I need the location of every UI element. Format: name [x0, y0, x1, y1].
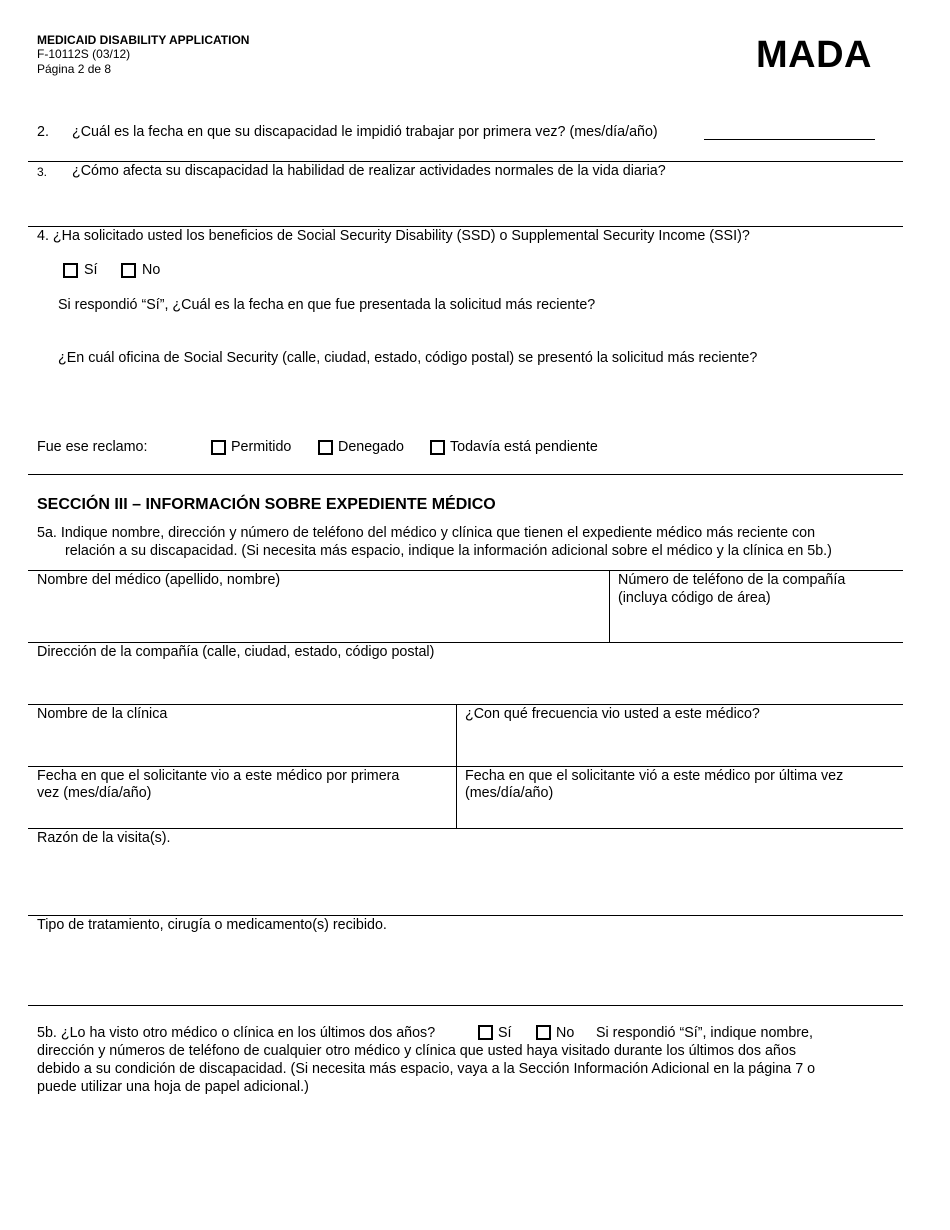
visit-frequency-label: ¿Con qué frecuencia vio usted a este médico? [465, 706, 760, 722]
q4-office-question: ¿En cuál oficina de Social Security (calle, ciudad, estado, código postal) se presentó la solicitud más reciente? [58, 350, 758, 366]
last-visit-label-line2: (mes/día/año) [465, 785, 554, 801]
q4-no-checkbox[interactable] [121, 263, 136, 278]
claim-permitted-label: Permitido [231, 439, 292, 455]
q5b-no-label: No [556, 1025, 575, 1041]
company-phone-label-line2: (incluya código de área) [618, 590, 771, 606]
q5a-instruction-line2: relación a su discapacidad. (Si necesita más espacio, indique la información adicional sobre el médico y la clínica en 5b.) [65, 543, 832, 559]
form-number: F-10112S (03/12) [37, 47, 131, 61]
visit-reason-label: Razón de la visita(s). [37, 830, 171, 846]
q5a-instruction-line1: 5a. Indique nombre, dirección y número de teléfono del médico y clínica que tienen el expediente médico más reciente con [37, 525, 816, 541]
q3-text: ¿Cómo afecta su discapacidad la habilidad de realizar actividades normales de la vida diaria? [72, 163, 666, 179]
q5b-instruction-line2: dirección y números de teléfono de cualquier otro médico y clínica que usted haya visitado durante los últimos dos años [37, 1043, 796, 1059]
q4-date-question: Si respondió “Sí”, ¿Cuál es la fecha en que fue presentada la solicitud más reciente? [58, 297, 596, 313]
q4-text: 4. ¿Ha solicitado usted los beneficios de Social Security Disability (SSD) o Supplemental Security Income (SSI)? [37, 228, 750, 244]
q4-no-label: No [142, 262, 161, 278]
q4-office-answer-field[interactable] [58, 370, 898, 432]
q5b-question: 5b. ¿Lo ha visto otro médico o clínica en los últimos dos años? [37, 1025, 436, 1041]
page-number: Página 2 de 8 [37, 62, 112, 76]
last-visit-label-line1: Fecha en que el solicitante vió a este médico por última vez [465, 768, 844, 784]
treatment-label: Tipo de tratamiento, cirugía o medicamento(s) recibido. [37, 917, 387, 933]
q2-number: 2. [37, 124, 49, 140]
q3-answer-field[interactable] [28, 183, 903, 225]
claim-pending-checkbox[interactable] [430, 440, 445, 455]
q5b-yes-checkbox[interactable] [478, 1025, 493, 1040]
divider [28, 226, 903, 227]
q4-yes-checkbox[interactable] [63, 263, 78, 278]
divider [28, 474, 903, 475]
form-badge: MADA [756, 34, 872, 76]
q4-yes-label: Sí [84, 262, 98, 278]
section-title: SECCIÓN III – INFORMACIÓN SOBRE EXPEDIENTE MÉDICO [37, 496, 496, 513]
q5b-instruction-line4: puede utilizar una hoja de papel adicional.) [37, 1079, 309, 1095]
q5b-no-checkbox[interactable] [536, 1025, 551, 1040]
q2-date-input[interactable] [704, 139, 875, 140]
q2-text: ¿Cuál es la fecha en que su discapacidad le impidió trabajar por primera vez? (mes/día/año) [72, 124, 658, 140]
q3-number: 3. [37, 165, 48, 179]
form-title: MEDICAID DISABILITY APPLICATION [37, 33, 250, 47]
table-border [28, 1005, 903, 1006]
claim-pending-label: Todavía está pendiente [450, 439, 598, 455]
claim-denied-label: Denegado [338, 439, 404, 455]
company-address-label: Dirección de la compañía (calle, ciudad, estado, código postal) [37, 644, 435, 660]
company-phone-label-line1: Número de teléfono de la compañía [618, 572, 846, 588]
clinic-name-label: Nombre de la clínica [37, 706, 168, 722]
doctor-name-label: Nombre del médico (apellido, nombre) [37, 572, 281, 588]
divider [28, 161, 903, 162]
q5b-instruction-line1: Si respondió “Sí”, indique nombre, [596, 1025, 813, 1041]
claim-permitted-checkbox[interactable] [211, 440, 226, 455]
first-visit-label-line2: vez (mes/día/año) [37, 785, 152, 801]
q5b-yes-label: Sí [498, 1025, 512, 1041]
q4-date-answer-field[interactable] [58, 317, 898, 345]
claim-status-label: Fue ese reclamo: [37, 439, 148, 455]
first-visit-label-line1: Fecha en que el solicitante vio a este médico por primera [37, 768, 400, 784]
q5b-instruction-line3: debido a su condición de discapacidad. (Si necesita más espacio, vaya a la Sección Información Adicional en la página 7 o [37, 1061, 816, 1077]
claim-denied-checkbox[interactable] [318, 440, 333, 455]
